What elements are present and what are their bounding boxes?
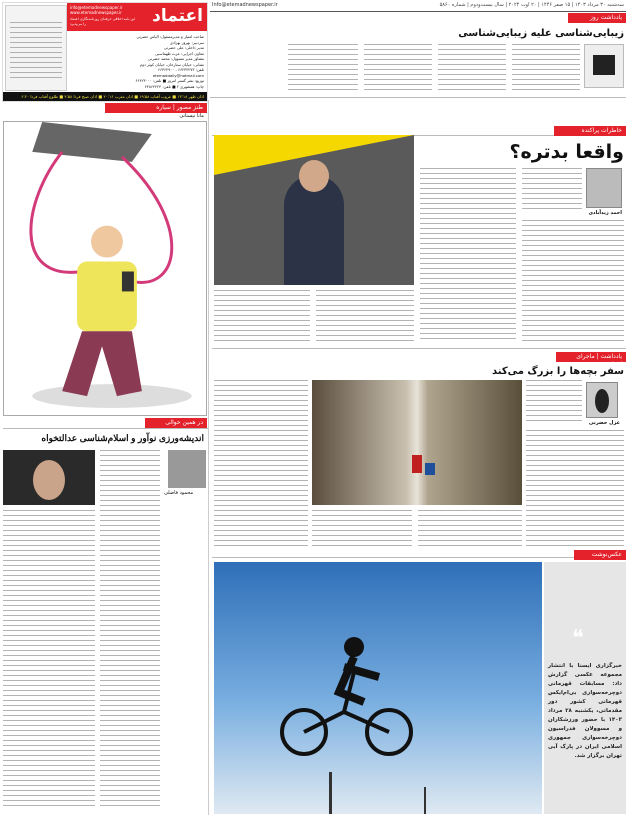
author-photo-hazrati: [586, 382, 618, 418]
author-photo-zeidabadi: [586, 168, 622, 208]
site-urls: info@etemadnewspaper.ir www.etemadnewspaper.ir: [70, 5, 123, 15]
logo-block: [67, 3, 207, 31]
date-line: سه‌شنبه ۳۰ مرداد ۱۴۰۳ | ۱۵ صفر ۱۴۴۶ | ۲۰ اوت ۲۰۲۴ | سال بیست‌ودوم | شماره ۵۸۶۰: [439, 2, 624, 8]
section-label-daily-note: یادداشت روز: [568, 13, 626, 23]
tagline: این نامه اخلاقی حرفه‌ای روزنامه‌نگاری اعتماد را می‌پذیرد: [70, 17, 136, 26]
cartoon-image: [3, 121, 207, 416]
main-story-headline: واقعا بدتره؟: [509, 141, 624, 163]
section-label-memories: خاطرات پراکنده: [554, 126, 626, 136]
author-name-hazrati: غزل حضرتی: [588, 420, 620, 426]
photo-caption: خبرگزاری ایسنا با انتشار مجموعه عکسی گزارش داد: مسابقات قهرمانی دوچرخه‌سواری بی‌ام‌ایکس قهرمانی کشور دور مقدماتی، یکشنبه ۲۸ مرداد ۱۴۰۳ با حضور ورزشکاران و مسوولان فدراسیون دوچرخه‌سواری جمهوری اسلامی ایران در پارک آبی تهران برگزار شد.: [548, 663, 623, 759]
section-label-travel: یادداشت | ماجرای کودکی: [556, 352, 626, 362]
book-cover-image: [584, 44, 624, 88]
masthead: [2, 2, 208, 102]
travel-story-headline: سفر بچه‌ها را بزرگ می‌کند: [491, 366, 624, 377]
travel-story-photo: [312, 380, 522, 505]
author-name-zeidabadi: احمد زیدآبادی: [588, 210, 622, 216]
quote-icon: ❝: [572, 626, 584, 651]
main-story-photo: [214, 135, 414, 285]
top-story-headline: زیبایی‌شناسی علیه زیبایی‌شناسی: [458, 28, 624, 39]
section-label-cartoon: طنز مصور | سیاره: [105, 103, 207, 113]
section-label-around: در همین حوالی: [145, 418, 207, 428]
scholar-photo: [3, 450, 95, 505]
logo: اعتماد: [152, 6, 203, 26]
side-story-headline: اندیشه‌ورزی نوآور و اسلام‌شناسی عدالتخواه: [41, 433, 204, 443]
email: Info@etemadnewspaper.ir: [212, 2, 278, 8]
photo-caption-box: [544, 562, 626, 814]
prayer-times-bar: اذان ظهر ۱۳:۱۸ ■ غروب آفتاب ۱۹:۵۸ ■ اذان مغرب ۲۰:۱۶ ■ اذان صبح فردا ۴:۵۸ ■ طلوع آفتاب فردا ۶:۲۰: [3, 92, 207, 101]
front-page-thumbnail: [5, 5, 67, 91]
staff-list: صاحب امتیاز و مدیرمسئول: الیاس حضرتی سردبیر: بهروز بهزادی مدیر داخلی: علی حضرتی معاون اجرایی: عزت طهماسبی مشاور مدیر مسوول: محمد حضرتی نشانی: خیابان ستارخان، خیابان کوثر دوم تلفن: ۶۶۲۳۴۲۷۳ - ۶۶۳۶۴۹۰۰ etemaddaily@hotmail.com توزیع: نشر گستر امروز ■ تلفن: ۶۶۴۲۳۰۰۰ چاپ: همشهری ۲ ■ تلفن: ۴۴۸۶۴۲۴۴: [135, 34, 204, 89]
bmx-photo: [214, 562, 542, 814]
author-photo-fazeli: [168, 450, 206, 488]
section-label-photo: عکس‌نوشت: [574, 550, 626, 560]
author-name-fazeli: محمود فاضلی: [164, 490, 194, 496]
cartoonist-name: مانا نیستانی: [179, 113, 204, 119]
